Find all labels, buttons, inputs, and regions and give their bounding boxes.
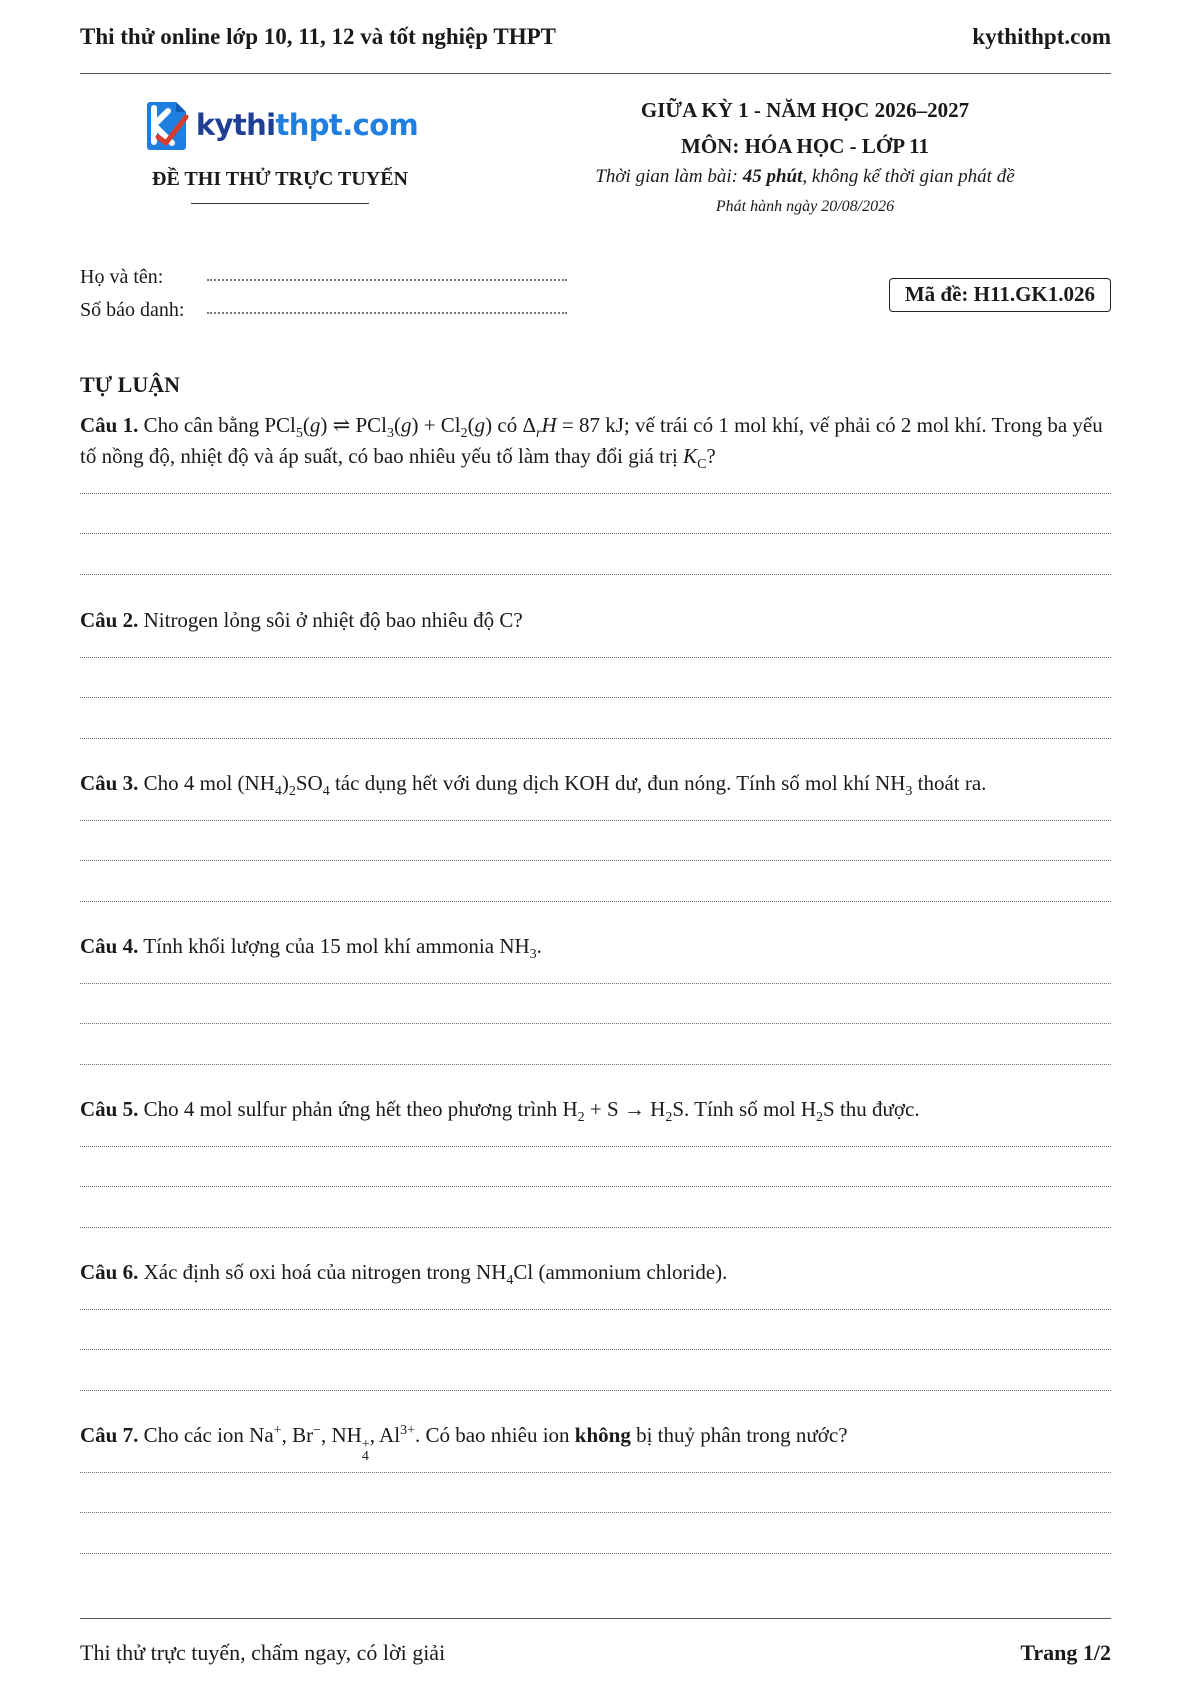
candidate-id-label: Số báo danh: xyxy=(80,299,185,321)
question-5: Câu 5. Cho 4 mol sulfur phản ứng hết theo phương trình $H_2 + S \to H_2S$. Tính số mol $H_2S$ thu được. xyxy=(80,1097,920,1126)
answer-line[interactable] xyxy=(80,901,1111,902)
answer-line[interactable] xyxy=(80,697,1111,698)
candidate-id-dotted-line xyxy=(207,312,567,314)
exam-subject: MÔN: HÓA HỌC - LỚP 11 xyxy=(681,134,929,158)
exam-code-badge: Mã đề: H11.GK1.026 xyxy=(889,278,1111,312)
question-2: Câu 2. Nitrogen lỏng sôi ở nhiệt độ bao nhiêu độ C? xyxy=(80,608,523,632)
footer-tagline: Thi thử trực tuyến, chấm ngay, có lời giải xyxy=(80,1640,446,1665)
question-6: Câu 6. Xác định số oxi hoá của nitrogen trong $NH_4Cl$ (ammonium chloride). xyxy=(80,1260,728,1289)
name-label: Họ và tên: xyxy=(80,266,164,288)
answer-line[interactable] xyxy=(80,738,1111,739)
page-header xyxy=(80,22,1111,52)
answer-line[interactable] xyxy=(80,533,1111,534)
release-date: Phát hành ngày 20/08/2026 xyxy=(715,198,895,215)
page-footer xyxy=(80,1640,1111,1666)
question-number: Câu 6. xyxy=(80,1260,139,1284)
name-dotted-line xyxy=(207,279,567,281)
answer-line[interactable] xyxy=(80,1064,1111,1065)
answer-line[interactable] xyxy=(80,820,1111,821)
answer-line[interactable] xyxy=(80,1512,1111,1513)
answer-line[interactable] xyxy=(80,1186,1111,1187)
answer-line[interactable] xyxy=(80,1472,1111,1473)
logo xyxy=(120,92,440,158)
question-number: Câu 7. xyxy=(80,1423,139,1447)
answer-line[interactable] xyxy=(80,1553,1111,1554)
subtitle-underline xyxy=(191,203,369,204)
exam-info xyxy=(520,96,1090,216)
question-number: Câu 1. xyxy=(80,413,139,437)
name-field[interactable] xyxy=(80,266,567,289)
answer-line[interactable] xyxy=(80,1349,1111,1350)
question-1: Câu 1. Cho cân bằng PCl$_5$(g) ⇌ $PCl_3(g) + Cl_2(g)$ có $\Delta_rH = 87$ kJ; vế trái có 1 mol khí, vế phải có 2 mol khí. Trong ba yếu tố nồng độ, nhiệt độ và áp suất, có bao nhiêu yếu tố làm thay đổi giá trị $K_C$? xyxy=(80,413,1103,473)
answer-line[interactable] xyxy=(80,860,1111,861)
question-number: Câu 2. xyxy=(80,608,139,632)
answer-line[interactable] xyxy=(80,1227,1111,1228)
question-number: Câu 3. xyxy=(80,771,139,795)
header-rule xyxy=(80,73,1111,74)
answer-line[interactable] xyxy=(80,1146,1111,1147)
exam-duration: Thời gian làm bài: 45 phút, không kể thời gian phát đề xyxy=(595,166,1015,187)
exam-type-subtitle: ĐỀ THI THỬ TRỰC TUYẾN xyxy=(152,168,408,190)
answer-line[interactable] xyxy=(80,657,1111,658)
question-4: Câu 4. Tính khối lượng của 15 mol khí ammonia $NH_3$. xyxy=(80,934,542,963)
header-right-text: kythithpt.com xyxy=(972,24,1111,49)
logo-wordmark: kythithpt.com xyxy=(195,108,419,142)
question-7: Câu 7. Cho các ion Na+, Br−, NH + 4 , $Al^{3+}$. Có bao nhiêu ion không bị thuỷ phân trong nước? xyxy=(80,1423,848,1464)
answer-line[interactable] xyxy=(80,983,1111,984)
exam-title: GIỮA KỲ 1 - NĂM HỌC 2026–2027 xyxy=(640,98,970,122)
logo-icon xyxy=(142,99,192,151)
candidate-id-field[interactable] xyxy=(80,299,567,322)
question-number: Câu 4. xyxy=(80,934,139,958)
answer-line[interactable] xyxy=(80,1023,1111,1024)
footer-rule xyxy=(80,1618,1111,1619)
question-number: Câu 5. xyxy=(80,1097,139,1121)
section-heading: TỰ LUẬN xyxy=(80,372,181,397)
answer-line[interactable] xyxy=(80,493,1111,494)
question-3: Câu 3. Cho 4 mol $(NH_4)_2SO_4$ tác dụng hết với dung dịch KOH dư, đun nóng. Tính số mol khí $NH_3$ thoát ra. xyxy=(80,771,987,800)
answer-line[interactable] xyxy=(80,1309,1111,1310)
page-number: Trang 1/2 xyxy=(1020,1640,1111,1665)
logo-block xyxy=(120,92,440,204)
answer-line[interactable] xyxy=(80,574,1111,575)
header-left-text: Thi thử online lớp 10, 11, 12 và tốt nghiệp THPT xyxy=(80,24,556,49)
answer-line[interactable] xyxy=(80,1390,1111,1391)
